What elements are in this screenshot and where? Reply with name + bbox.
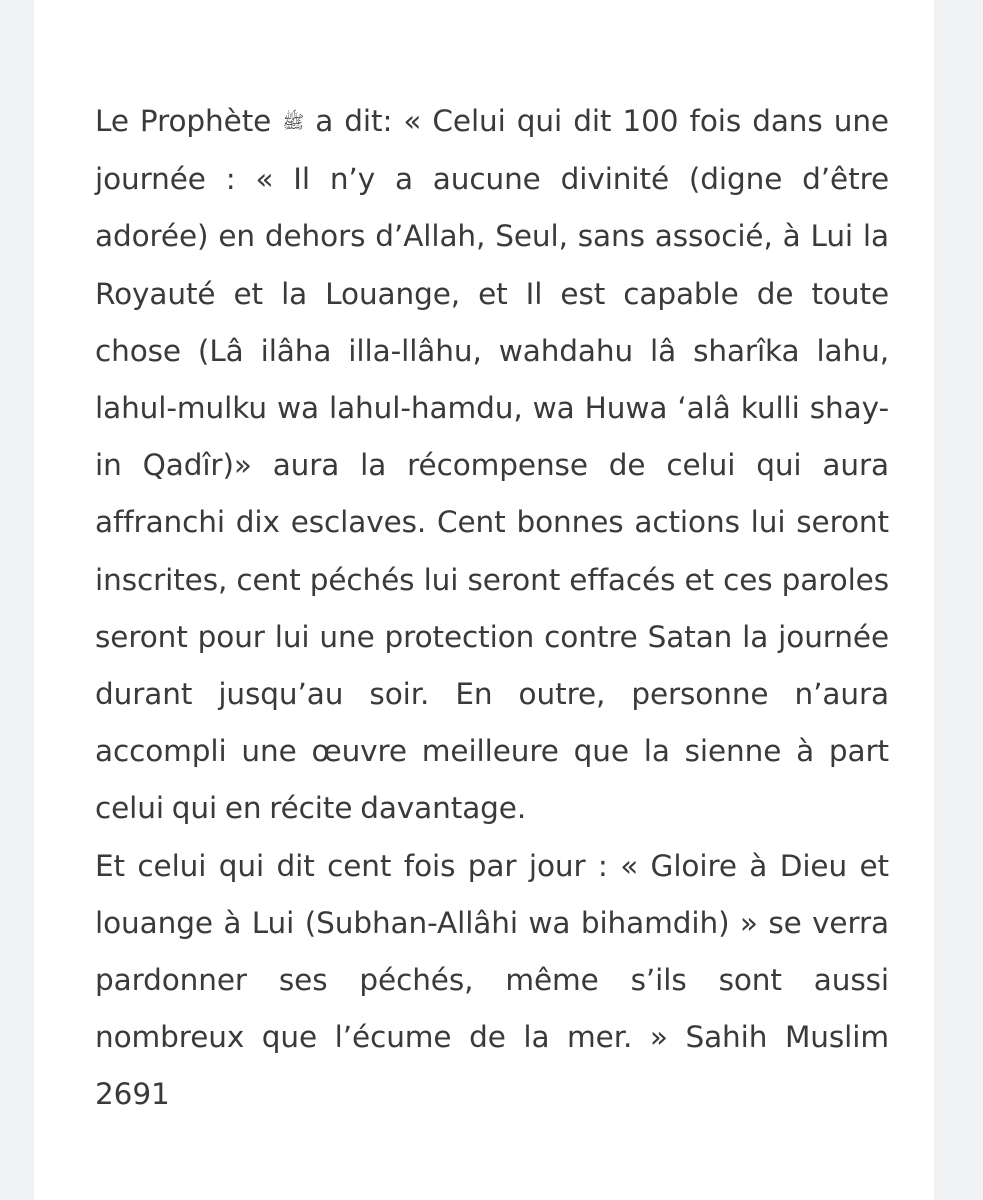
- paragraph-body: a dit: « Celui qui dit 100 fois dans une journée : « Il n’y a aucune divinité (digne d’être adorée) en dehors d’Allah, Seul, sans associé, à Lui la Royauté et la Louange, et Il est capable de toute chose (Lâ ilâha illa-llâhu, wahdahu lâ sharîka lahu, lahul-mulku wa lahul-hamdu, wa Huwa ‘alâ kulli shay-in Qadîr)» aura la récompense de celui qui aura affranchi dix esclaves. Cent bonnes actions lui seront inscrites, cent péchés lui seront effacés et ces paroles seront pour lui une protection contre Satan la journée durant jusqu’au soir. En outre, personne n’aura accompli une œuvre meilleure que la sienne à part celui qui en récite davantage.: [95, 104, 889, 826]
- hadith-paragraph-1: [95, 93, 889, 838]
- article-body: [95, 93, 889, 1124]
- salawat-glyph: ﷺ: [282, 112, 305, 133]
- paragraph-lead: Le Prophète: [95, 104, 272, 138]
- hadith-paragraph-2: Et celui qui dit cent fois par jour : « Gloire à Dieu et louange à Lui (Subhan-Allâhi wa bihamdih) » se verra pardonner ses péchés, même s’ils sont aussi nombreux que l’écume de la mer. » Sahih Muslim 2691: [95, 848, 889, 1112]
